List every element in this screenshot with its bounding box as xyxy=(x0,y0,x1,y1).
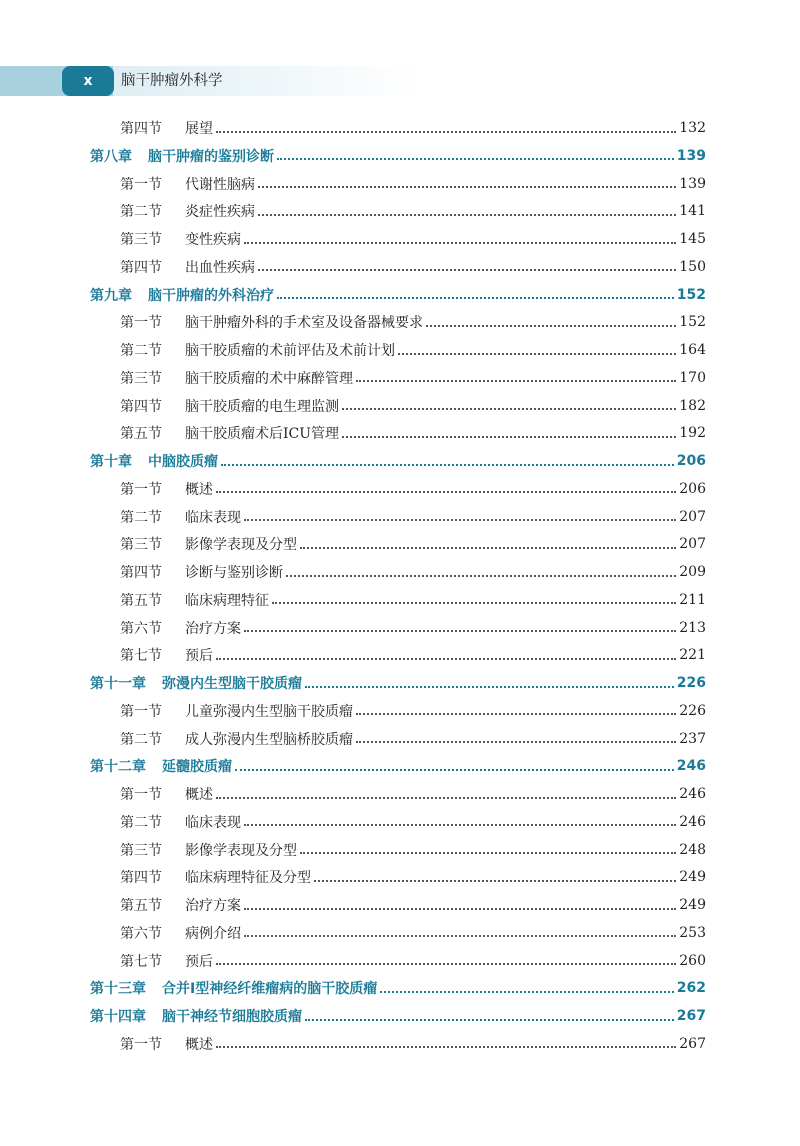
entry-page-number: 267 xyxy=(679,1035,706,1052)
toc-section-entry[interactable] xyxy=(120,864,706,890)
entry-page-number: 152 xyxy=(676,286,706,303)
entry-number: 第八章 xyxy=(90,148,132,165)
entry-page-number: 207 xyxy=(679,536,706,553)
entry-page-number: 141 xyxy=(679,203,706,220)
entry-number: 第一节 xyxy=(120,787,162,803)
toc-section-entry[interactable] xyxy=(120,504,706,530)
entry-title: 脑干神经节细胞胶质瘤 xyxy=(162,1009,302,1025)
entry-title: 脑干胶质瘤术后ICU管理 xyxy=(185,426,340,443)
toc-section-entry[interactable] xyxy=(120,1031,706,1057)
entry-number: 第四节 xyxy=(120,259,162,276)
entry-page-number: 152 xyxy=(679,314,706,331)
entry-page-number: 170 xyxy=(679,369,706,386)
toc-chapter-entry[interactable] xyxy=(90,753,706,779)
entry-number: 第九章 xyxy=(90,287,132,304)
dot-leader xyxy=(244,241,676,244)
entry-title: 临床表现 xyxy=(185,814,241,831)
toc-section-entry[interactable] xyxy=(120,198,706,224)
toc-section-entry[interactable] xyxy=(120,476,706,502)
dot-leader xyxy=(286,574,676,577)
entry-title: 代谢性脑病 xyxy=(185,176,255,193)
entry-page-number: 248 xyxy=(679,841,706,858)
dot-leader xyxy=(216,657,676,660)
dot-leader xyxy=(314,879,676,882)
dot-leader xyxy=(244,934,676,937)
dot-leader xyxy=(398,352,676,355)
dot-leader xyxy=(216,962,676,965)
dot-leader xyxy=(244,518,676,521)
dot-leader xyxy=(216,490,676,493)
dot-leader xyxy=(235,768,674,771)
entry-number: 第三节 xyxy=(120,232,162,248)
entry-page-number: 209 xyxy=(679,564,706,580)
entry-page-number: 139 xyxy=(679,175,706,192)
toc-section-entry[interactable] xyxy=(120,892,706,918)
entry-page-number: 226 xyxy=(676,675,706,691)
entry-title: 弥漫内生型脑干胶质瘤 xyxy=(162,676,302,692)
entry-title: 诊断与鉴别诊断 xyxy=(185,565,283,581)
entry-title: 影像学表现及分型 xyxy=(185,842,297,859)
entry-number: 第二节 xyxy=(120,814,162,831)
toc-section-entry[interactable] xyxy=(120,171,706,197)
toc-section-entry[interactable] xyxy=(120,309,706,335)
toc-section-entry[interactable] xyxy=(120,393,706,419)
entry-page-number: 253 xyxy=(679,924,706,941)
entry-number: 第四节 xyxy=(120,870,162,887)
dot-leader xyxy=(342,407,676,410)
entry-title: 治疗方案 xyxy=(185,620,241,637)
entry-title: 脑干肿瘤的鉴别诊断 xyxy=(148,148,274,165)
dot-leader xyxy=(342,435,676,438)
toc-section-entry[interactable] xyxy=(120,559,706,585)
toc-section-entry[interactable] xyxy=(120,420,706,446)
entry-title: 儿童弥漫内生型脑干胶质瘤 xyxy=(185,703,353,720)
dot-leader xyxy=(244,629,676,632)
entry-page-number: 150 xyxy=(679,258,706,275)
entry-number: 第一节 xyxy=(120,1036,162,1053)
entry-number: 第一节 xyxy=(120,703,162,720)
dot-leader xyxy=(216,796,676,799)
entry-number: 第三节 xyxy=(120,537,162,554)
toc-chapter-entry[interactable] xyxy=(90,143,706,169)
toc-chapter-entry[interactable] xyxy=(90,670,706,696)
entry-title: 影像学表现及分型 xyxy=(185,537,297,554)
dot-leader xyxy=(356,740,676,743)
toc-section-entry[interactable] xyxy=(120,809,706,835)
toc-chapter-entry[interactable] xyxy=(90,1003,706,1029)
toc-section-entry[interactable] xyxy=(120,837,706,863)
entry-title: 展望 xyxy=(185,121,213,137)
entry-number: 第二节 xyxy=(120,509,162,526)
entry-page-number: 246 xyxy=(679,813,706,830)
book-title: 脑干肿瘤外科学 xyxy=(121,73,223,89)
entry-number: 第三节 xyxy=(120,370,162,387)
entry-title: 概述 xyxy=(185,1036,213,1053)
dot-leader xyxy=(216,1045,676,1048)
entry-number: 第六节 xyxy=(120,620,162,637)
entry-title: 变性疾病 xyxy=(185,232,241,248)
toc-chapter-entry[interactable] xyxy=(90,448,706,474)
entry-title: 预后 xyxy=(185,953,213,970)
dot-leader xyxy=(305,685,674,688)
entry-title: 中脑胶质瘤 xyxy=(148,454,218,470)
entry-page-number: 267 xyxy=(676,1008,706,1024)
entry-page-number: 237 xyxy=(679,730,706,747)
entry-page-number: 260 xyxy=(679,952,706,969)
toc-section-entry[interactable] xyxy=(120,920,706,946)
entry-page-number: 164 xyxy=(679,342,706,358)
entry-page-number: 145 xyxy=(679,231,706,247)
entry-page-number: 213 xyxy=(679,619,706,636)
toc-section-entry[interactable] xyxy=(120,587,706,613)
dot-leader xyxy=(426,324,676,327)
entry-number: 第七节 xyxy=(120,648,162,665)
toc-section-entry[interactable] xyxy=(120,781,706,807)
entry-page-number: 249 xyxy=(679,869,706,886)
dot-leader xyxy=(221,463,674,466)
entry-number: 第二节 xyxy=(120,343,162,359)
entry-number: 第四节 xyxy=(120,398,162,415)
dot-leader xyxy=(258,185,676,188)
entry-number: 第一节 xyxy=(120,481,162,498)
toc-section-entry[interactable] xyxy=(120,948,706,974)
toc-section-entry[interactable] xyxy=(120,337,706,363)
entry-page-number: 221 xyxy=(679,647,706,664)
dot-leader xyxy=(277,157,674,160)
entry-title: 脑干肿瘤的外科治疗 xyxy=(148,287,274,304)
toc-chapter-entry[interactable] xyxy=(90,282,706,308)
entry-page-number: 139 xyxy=(676,147,706,164)
dot-leader xyxy=(300,851,676,854)
toc-section-entry[interactable] xyxy=(120,226,706,252)
entry-number: 第十章 xyxy=(90,454,132,470)
entry-number: 第五节 xyxy=(120,898,162,914)
entry-page-number: 211 xyxy=(679,591,706,608)
entry-title: 脑干肿瘤外科的手术室及设备器械要求 xyxy=(185,315,423,332)
toc-section-entry[interactable] xyxy=(120,698,706,724)
dot-leader xyxy=(305,1018,674,1021)
entry-title: 临床病理特征及分型 xyxy=(185,870,311,887)
entry-title: 概述 xyxy=(185,787,213,803)
entry-page-number: 206 xyxy=(676,453,706,469)
entry-page-number: 182 xyxy=(679,397,706,414)
entry-number: 第一节 xyxy=(120,176,162,193)
toc-section-entry[interactable] xyxy=(120,531,706,557)
dot-leader xyxy=(277,296,674,299)
dot-leader xyxy=(300,546,676,549)
entry-title: 出血性疾病 xyxy=(185,259,255,276)
dot-leader xyxy=(356,379,676,382)
toc-section-entry[interactable] xyxy=(120,615,706,641)
toc-section-entry[interactable] xyxy=(120,115,706,141)
entry-page-number: 226 xyxy=(679,702,706,719)
entry-title: 治疗方案 xyxy=(185,898,241,914)
entry-title: 病例介绍 xyxy=(185,925,241,942)
dot-leader xyxy=(272,601,676,604)
entry-number: 第十三章 xyxy=(90,981,146,998)
entry-title: 预后 xyxy=(185,648,213,665)
page-number-label: x xyxy=(62,66,114,96)
entry-title: 合并Ⅰ型神经纤维瘤病的脑干胶质瘤 xyxy=(162,981,378,998)
entry-number: 第七节 xyxy=(120,953,162,970)
entry-title: 临床病理特征 xyxy=(185,592,269,609)
dot-leader xyxy=(244,907,676,910)
toc-section-entry[interactable] xyxy=(120,365,706,391)
dot-leader xyxy=(244,823,676,826)
entry-title: 脑干胶质瘤的术前评估及术前计划 xyxy=(185,343,395,359)
entry-page-number: 246 xyxy=(676,758,706,775)
entry-title: 成人弥漫内生型脑桥胶质瘤 xyxy=(185,731,353,748)
entry-title: 脑干胶质瘤的术中麻醉管理 xyxy=(185,370,353,387)
toc-section-entry[interactable] xyxy=(120,254,706,280)
toc-section-entry[interactable] xyxy=(120,642,706,668)
entry-title: 延髓胶质瘤 xyxy=(162,759,232,776)
entry-number: 第二节 xyxy=(120,731,162,748)
header-band xyxy=(0,66,800,96)
entry-page-number: 206 xyxy=(679,480,706,497)
toc-section-entry[interactable] xyxy=(120,726,706,752)
entry-page-number: 246 xyxy=(679,786,706,802)
entry-page-number: 192 xyxy=(679,425,706,442)
dot-leader xyxy=(258,213,676,216)
entry-title: 炎症性疾病 xyxy=(185,204,255,221)
entry-number: 第六节 xyxy=(120,925,162,942)
entry-title: 脑干胶质瘤的电生理监测 xyxy=(185,398,339,415)
entry-number: 第四节 xyxy=(120,565,162,581)
entry-page-number: 249 xyxy=(679,897,706,913)
entry-number: 第十二章 xyxy=(90,759,146,776)
entry-number: 第十一章 xyxy=(90,676,146,692)
entry-number: 第十四章 xyxy=(90,1009,146,1025)
toc-chapter-entry[interactable] xyxy=(90,975,706,1001)
dot-leader xyxy=(258,268,676,271)
entry-number: 第五节 xyxy=(120,426,162,443)
entry-page-number: 207 xyxy=(679,508,706,525)
entry-page-number: 132 xyxy=(679,120,706,136)
dot-leader xyxy=(380,990,674,993)
entry-number: 第一节 xyxy=(120,315,162,332)
entry-title: 临床表现 xyxy=(185,509,241,526)
entry-number: 第二节 xyxy=(120,204,162,221)
dot-leader xyxy=(356,712,676,715)
entry-title: 概述 xyxy=(185,481,213,498)
dot-leader xyxy=(216,130,676,133)
entry-number: 第五节 xyxy=(120,592,162,609)
entry-page-number: 262 xyxy=(676,980,706,997)
entry-number: 第四节 xyxy=(120,121,162,137)
entry-number: 第三节 xyxy=(120,842,162,859)
